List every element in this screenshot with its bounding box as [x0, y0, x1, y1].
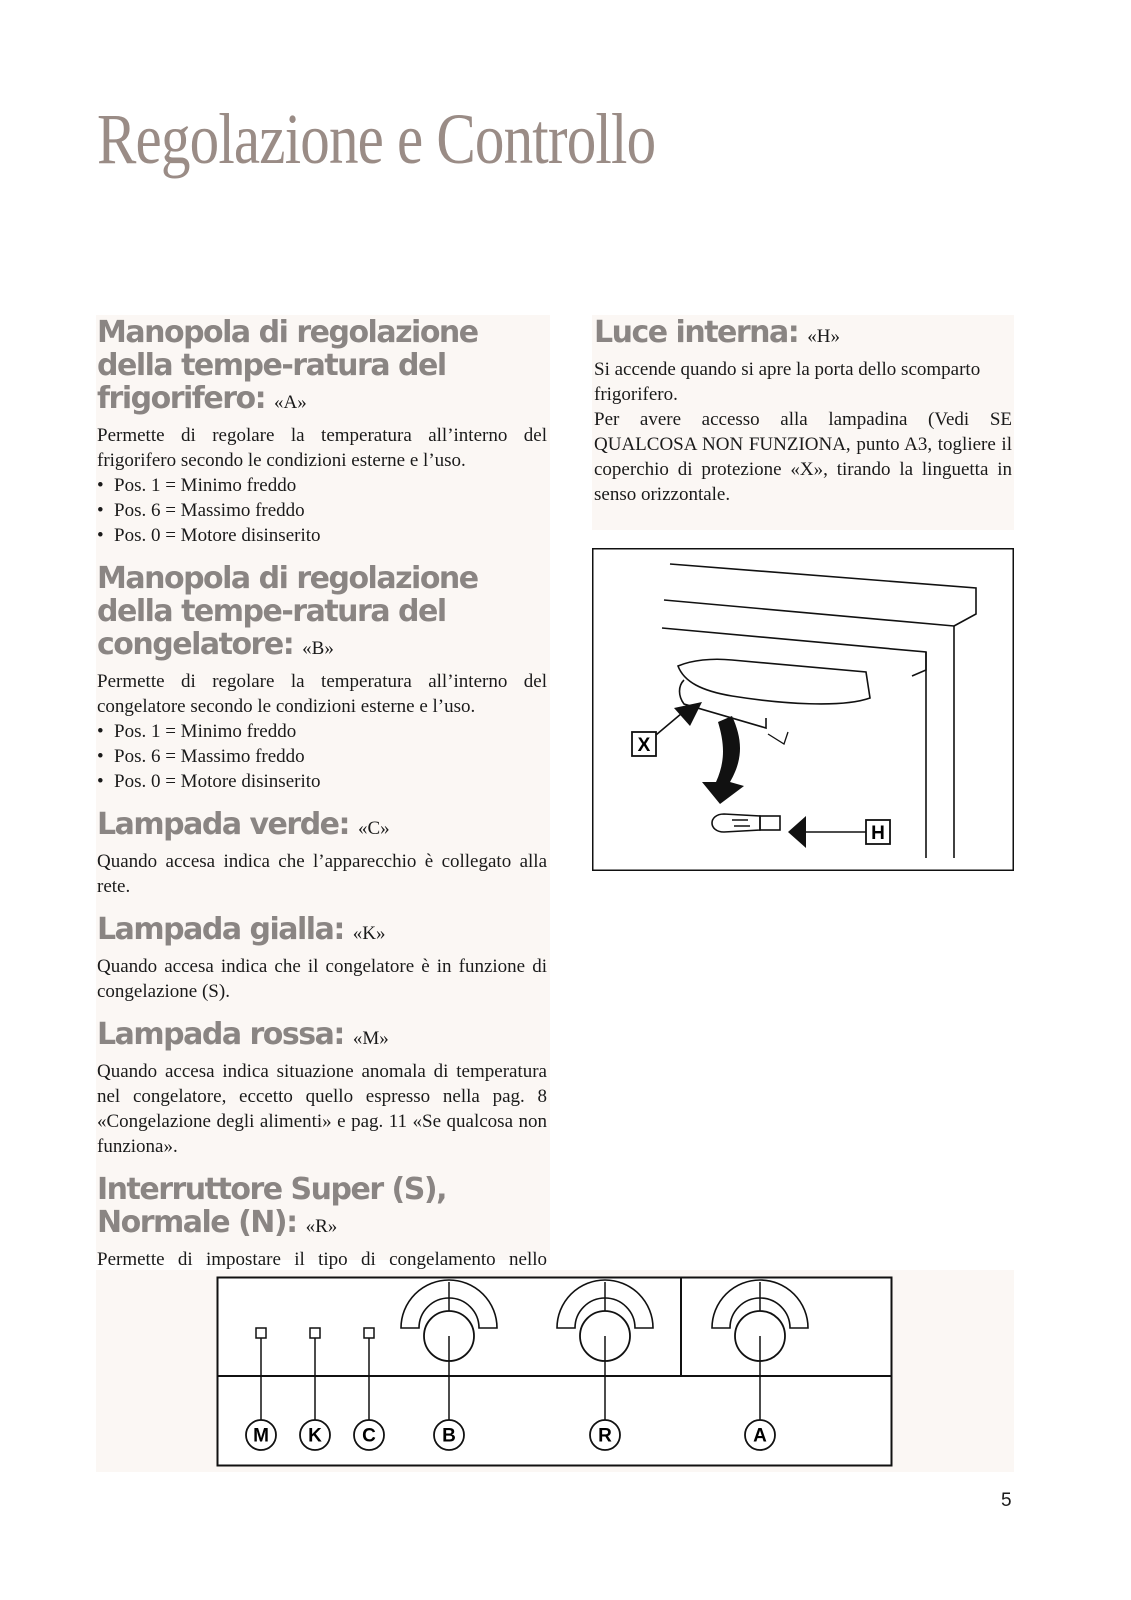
list-item: • Pos. 0 = Motore disinserito [97, 769, 547, 794]
list-item: • Pos. 1 = Minimo freddo [97, 719, 547, 744]
left-column [97, 316, 547, 1361]
page-number: 5 [1001, 1490, 1012, 1511]
section-heading: Lampada gialla: «K» [97, 912, 386, 947]
section-text: Quando accesa indica situazione anomala di temperatura nel congelatore, eccetto quello espresso nella pag. 8 «Congelazione degli alimenti» e pag. 11 «Se qualcosa non funziona». [97, 1061, 547, 1157]
control-panel-diagram [96, 1270, 1014, 1472]
right-column [594, 316, 1012, 507]
callout-label-a: A [753, 1425, 767, 1447]
section-freezer-knob [97, 562, 547, 794]
section-text: Quando accesa indica che l’apparecchio è collegato alla rete. [97, 851, 547, 897]
section-red-lamp [97, 1018, 547, 1159]
section-heading: Interruttore Super (S), Normale (N): «R» [97, 1172, 446, 1240]
callout-label-r: R [598, 1425, 612, 1447]
section-text: Per avere accesso alla lampadina (Vedi SE QUALCOSA NON FUNZIONA, punto A3, togliere il coperchio di protezione «X», tirando la linguetta in senso orizzontale. [594, 409, 1012, 505]
list-item: • Pos. 6 = Massimo freddo [97, 744, 547, 769]
section-yellow-lamp [97, 913, 547, 1004]
section-text: Permette di impostare il tipo di congelamento nello [97, 1249, 547, 1270]
bullet-list [97, 719, 547, 794]
section-heading: Manopola di regolazione della tempe-ratura del frigorifero: «A» [97, 315, 478, 416]
section-heading: Manopola di regolazione della tempe-ratura del congelatore: «B» [97, 561, 478, 662]
list-item: • Pos. 6 = Massimo freddo [97, 498, 547, 523]
section-heading: Lampada verde: «C» [97, 807, 390, 842]
section-text: Permette di regolare la temperatura all’interno del congelatore secondo le condizioni esterne e l’uso. [97, 671, 547, 717]
callout-label-k: K [308, 1425, 322, 1447]
section-heading: Luce interna: «H» [594, 315, 840, 350]
indicator-lamp-m [256, 1328, 266, 1338]
indicator-lamp-c [364, 1328, 374, 1338]
label-x: X [637, 735, 651, 756]
callout-label-m: M [253, 1425, 269, 1447]
section-fridge-knob [97, 316, 547, 548]
callout-label-b: B [442, 1425, 456, 1447]
lamp-illustration [592, 548, 1014, 871]
indicator-lamp-k [310, 1328, 320, 1338]
list-item: • Pos. 0 = Motore disinserito [97, 523, 547, 548]
section-text: Quando accesa indica che il congelatore è in funzione di congelazione (S). [97, 956, 547, 1002]
section-heading: Lampada rossa: «M» [97, 1017, 389, 1052]
section-green-lamp [97, 808, 547, 899]
list-item: • Pos. 1 = Minimo freddo [97, 473, 547, 498]
bullet-list [97, 473, 547, 548]
callout-label-c: C [362, 1425, 376, 1447]
section-text: Permette di regolare la temperatura all’interno del frigorifero secondo le condizioni esterne e l’uso. [97, 425, 547, 471]
section-text: Si accende quando si apre la porta dello scomparto frigorifero. [594, 359, 981, 405]
page-title: Regolazione e Controllo [97, 99, 656, 179]
label-h: H [871, 823, 885, 844]
